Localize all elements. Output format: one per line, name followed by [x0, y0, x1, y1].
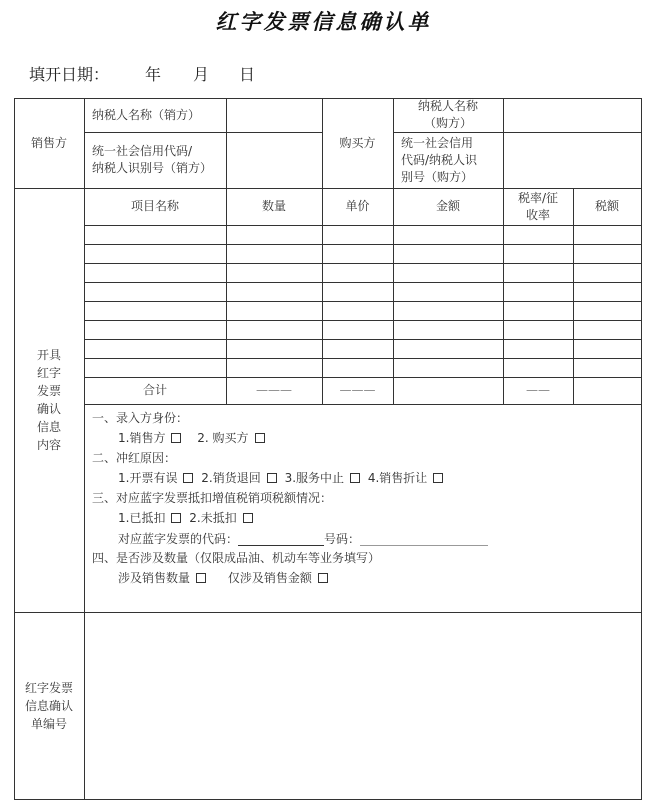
- buyer-code-label-line1: 统一社会信用: [401, 135, 474, 150]
- buyer-code-label: [393, 132, 503, 188]
- q3-blue-invoice-line: [118, 530, 488, 547]
- seller-code-value[interactable]: [226, 132, 322, 188]
- blue-invoice-code-field[interactable]: [238, 533, 324, 546]
- q2-title: 二、冲红原因：: [92, 451, 177, 465]
- q3-opt1-checkbox[interactable]: [171, 513, 181, 523]
- table-row-line: [84, 339, 642, 340]
- table-header-bottom: [84, 225, 642, 226]
- q2-opt3-checkbox[interactable]: [350, 473, 360, 483]
- col-header-item: 项目名称: [130, 199, 179, 213]
- buyer-code-value[interactable]: [503, 132, 641, 188]
- q2-options: [118, 469, 447, 486]
- content-side-label-6: 内容: [36, 438, 61, 452]
- q4-opt2-checkbox[interactable]: [318, 573, 328, 583]
- q1-opt2-checkbox[interactable]: [255, 433, 265, 443]
- q3-opt2-checkbox[interactable]: [243, 513, 253, 523]
- q4-opt2-label: 仅涉及销售金额: [227, 571, 312, 585]
- table-row-line: [84, 320, 642, 321]
- content-side-label-2: 红字: [36, 366, 61, 380]
- blue-invoice-number-field[interactable]: [360, 533, 488, 546]
- content-side-label-4: 确认: [36, 402, 61, 416]
- content-side-label-5: 信息: [36, 420, 61, 434]
- col-header-rate-line2: 收率: [525, 207, 550, 222]
- q4-opt1-label: 涉及销售数量: [118, 571, 191, 585]
- q1-title: 一、录入方身份：: [92, 411, 189, 425]
- buyer-name-value[interactable]: [503, 98, 641, 132]
- q2-opt3-label: 3.服务中止: [284, 471, 345, 485]
- col-header-rate-line1: 税率/征: [517, 190, 559, 205]
- q1-opt1-checkbox[interactable]: [171, 433, 181, 443]
- date-line: [29, 62, 329, 86]
- q3-options: [118, 509, 257, 526]
- seller-code-label-line1: 统一社会信用代码/: [92, 144, 193, 158]
- number-block-label-line1: 红字发票: [24, 680, 73, 695]
- confirmation-form: [14, 98, 642, 800]
- q3-opt1-label: 1.已抵扣: [118, 511, 166, 525]
- total-label: 合计: [142, 383, 167, 397]
- q4-opt1-checkbox[interactable]: [196, 573, 206, 583]
- blue-invoice-number-label: 号码：: [324, 532, 361, 546]
- buyer-code-label-line3: 别号（购方）: [401, 169, 474, 184]
- q1-options: [118, 429, 269, 446]
- buyer-name-label: [393, 98, 503, 132]
- table-row-line: [84, 301, 642, 302]
- q2-opt1-checkbox[interactable]: [183, 473, 193, 483]
- form-border-right: [641, 98, 642, 800]
- table-row-line: [84, 244, 642, 245]
- col-header-amount: 金额: [435, 199, 460, 213]
- col-header-tax: 税额: [594, 199, 619, 213]
- table-row-line: [84, 358, 642, 359]
- blue-invoice-code-label: 对应蓝字发票的代码：: [118, 532, 239, 546]
- number-block-label: [14, 612, 84, 799]
- seller-name-value[interactable]: [226, 98, 322, 132]
- buyer-name-label-line1: 纳税人名称: [417, 99, 478, 113]
- col-header-qty: 数量: [261, 199, 286, 213]
- buyer-code-label-line2: 代码/纳税人识: [401, 152, 478, 167]
- q2-opt2-checkbox[interactable]: [267, 473, 277, 483]
- buyer-name-label-line2: （购方）: [423, 116, 472, 130]
- seller-label: 销售方: [30, 135, 67, 150]
- date-day: 日: [239, 65, 256, 84]
- number-block-label-line2: 信息确认: [24, 698, 73, 713]
- q1-opt1-label: 1.销售方: [118, 431, 166, 445]
- q2-opt4-checkbox[interactable]: [433, 473, 443, 483]
- number-block-label-line3: 单编号: [30, 716, 67, 731]
- table-bottom: [84, 404, 642, 405]
- date-month: 月: [193, 65, 210, 84]
- content-side-label-3: 发票: [36, 384, 61, 398]
- content-side-label-1: 开具: [36, 348, 61, 362]
- total-qty-dash: ———: [256, 383, 292, 397]
- date-year: 年: [145, 65, 162, 84]
- col-header-price: 单价: [345, 199, 370, 213]
- number-block-value[interactable]: [84, 612, 641, 799]
- q3-opt2-label: 2.未抵扣: [189, 511, 237, 525]
- q4-options: [118, 569, 332, 586]
- date-label: 填开日期：: [29, 65, 110, 84]
- content-side-label: [14, 188, 84, 612]
- form-title: 红字发票信息确认单: [215, 9, 432, 34]
- form-border-bottom: [14, 799, 642, 800]
- total-price-dash: ———: [339, 383, 376, 397]
- col-header-rate: [503, 188, 573, 225]
- q1-opt2-label: 2. 购买方: [197, 431, 249, 445]
- total-amount-value[interactable]: [393, 377, 503, 404]
- q4-title: 四、是否涉及数量（仅限成品油、机动车等业务填写）: [92, 551, 381, 565]
- seller-code-label: [84, 132, 226, 188]
- q3-title: 三、对应蓝字发票抵扣增值税销项税额情况：: [92, 491, 333, 505]
- seller-name-label: 纳税人名称（销方）: [92, 107, 201, 122]
- q2-opt2-label: 2.销货退回: [201, 471, 261, 485]
- buyer-label: 购买方: [339, 135, 376, 150]
- q2-opt1-label: 1.开票有误: [118, 471, 178, 485]
- seller-code-label-line2: 纳税人识别号（销方）: [92, 161, 213, 175]
- table-row-line: [84, 263, 642, 264]
- total-rate-dash: ——: [526, 383, 550, 397]
- total-tax-value[interactable]: [573, 377, 641, 404]
- q2-opt4-label: 4.销售折让: [367, 471, 428, 485]
- table-row-line: [84, 282, 642, 283]
